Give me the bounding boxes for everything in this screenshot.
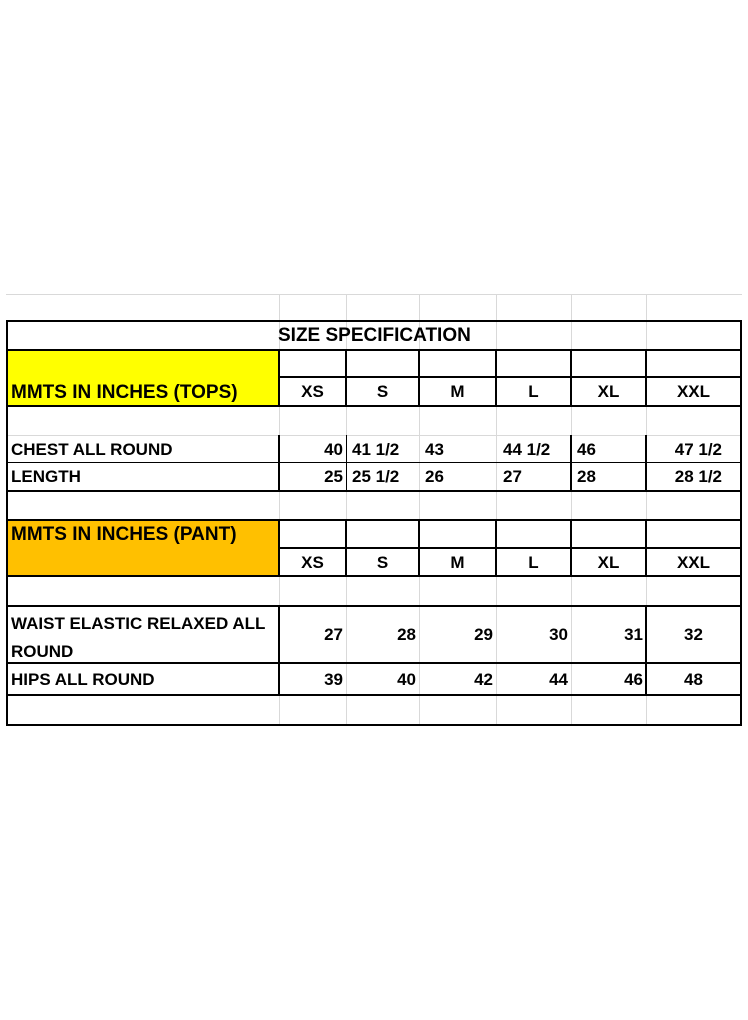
- pant-section-header: MMTS IN INCHES (PANT): [11, 523, 237, 545]
- value-cell: 39: [324, 669, 343, 689]
- size-header-xl: XL: [597, 382, 620, 401]
- value-cell: 46: [577, 439, 596, 459]
- border: [6, 349, 742, 351]
- grid-line: [6, 294, 742, 295]
- size-header-l: L: [528, 382, 539, 401]
- size-spec-sheet: [6, 294, 742, 726]
- row-label-hips: HIPS ALL ROUND: [11, 669, 155, 689]
- value-cell: 48: [684, 669, 703, 689]
- size-header-xxl: XXL: [676, 552, 711, 572]
- size-header-l: L: [528, 552, 539, 572]
- value-cell: 47 1/2: [674, 439, 722, 459]
- value-cell: 28: [397, 625, 416, 644]
- value-cell: 31: [624, 625, 643, 644]
- value-cell: 42: [474, 669, 493, 689]
- value-cell: 41 1/2: [352, 439, 400, 459]
- value-cell: 28 1/2: [674, 467, 722, 486]
- value-cell: 40: [397, 669, 416, 689]
- size-header-xxl: XXL: [676, 382, 711, 401]
- border: [6, 724, 742, 726]
- border: [6, 490, 742, 492]
- border: [6, 575, 742, 577]
- value-cell: 40: [324, 439, 343, 459]
- value-cell: 44 1/2: [503, 439, 551, 459]
- sheet-title: SIZE SPECIFICATION: [278, 325, 471, 346]
- value-cell: 28: [577, 467, 596, 486]
- size-header-m: M: [450, 382, 465, 401]
- row-label-length: LENGTH: [11, 467, 81, 486]
- size-header-s: S: [376, 382, 389, 401]
- value-cell: 30: [549, 625, 568, 644]
- row-label-chest: CHEST ALL ROUND: [11, 439, 173, 459]
- size-header-s: S: [376, 552, 389, 572]
- value-cell: 29: [474, 625, 493, 644]
- value-cell: 32: [684, 625, 703, 644]
- size-header-m: M: [450, 552, 465, 572]
- border: [740, 320, 742, 726]
- size-header-xs: XS: [301, 382, 324, 401]
- value-cell: 46: [624, 669, 643, 689]
- border: [6, 694, 742, 696]
- value-cell: 43: [425, 439, 444, 459]
- value-cell: 27: [503, 467, 522, 486]
- value-cell: 27: [324, 625, 343, 644]
- tops-section-header: MMTS IN INCHES (TOPS): [11, 381, 238, 403]
- row-label-waist: WAIST ELASTIC RELAXED ALL ROUND: [11, 614, 266, 661]
- value-cell: 25 1/2: [352, 467, 400, 486]
- value-cell: 44: [549, 669, 568, 689]
- size-header-xs: XS: [301, 552, 324, 572]
- value-cell: 25: [324, 467, 343, 486]
- value-cell: 26: [425, 467, 444, 486]
- size-header-xl: XL: [597, 552, 620, 572]
